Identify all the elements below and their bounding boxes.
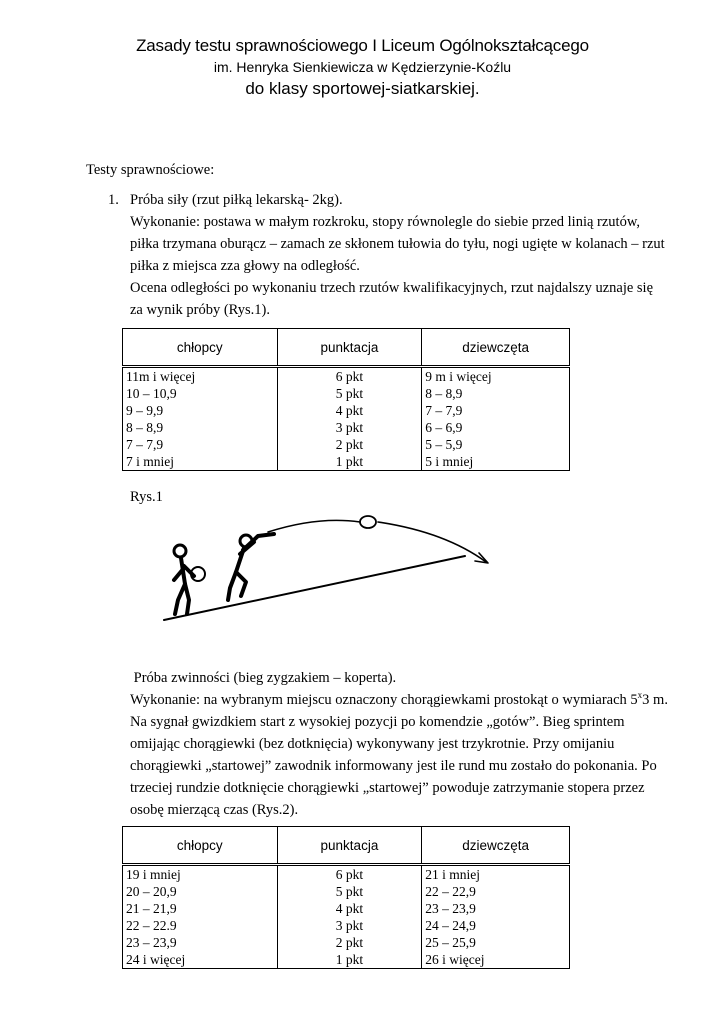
test2-line: omijając chorągiewki (bez dotknięcia) wykonywany jest trzykrotnie. Przy omijaniu [130, 736, 615, 752]
boys-cell: 21 – 21,9 [123, 900, 278, 917]
throwing-athlete-icon [228, 534, 274, 600]
points-cell: 6 pkt [277, 865, 422, 884]
table-row [123, 934, 570, 951]
agility-score-table [122, 826, 570, 969]
test1-line: piłka z miejsca zza głowy na odległość. [130, 258, 360, 274]
title-line-2: im. Henryka Sienkiewicza w Kędzierzynie-Koźlu [213, 59, 512, 75]
test1-line: Wykonanie: postawa w małym rozkroku, stopy równolegle do siebie przed linią rzutów, [130, 214, 640, 230]
table-row [123, 436, 570, 453]
table-row [123, 900, 570, 917]
boys-cell: 23 – 23,9 [123, 934, 278, 951]
boys-cell: 7 – 7,9 [123, 436, 278, 453]
boys-cell: 22 – 22.9 [123, 917, 278, 934]
test2-description [130, 667, 668, 821]
girls-cell: 7 – 7,9 [422, 402, 570, 419]
test1-number: 1. [108, 192, 119, 208]
girls-cell: 9 m i więcej [422, 367, 570, 386]
table-header-row [123, 329, 570, 367]
dimension-tail: 3 m. [642, 692, 668, 708]
girls-cell: 26 i więcej [422, 951, 570, 969]
points-cell: 2 pkt [277, 934, 422, 951]
points-cell: 6 pkt [277, 367, 422, 386]
boys-cell: 19 i mniej [123, 865, 278, 884]
points-cell: 3 pkt [277, 917, 422, 934]
boys-cell: 8 – 8,9 [123, 419, 278, 436]
table-row [123, 402, 570, 419]
test1-line: Próba siły (rzut piłką lekarską- 2kg). [130, 192, 343, 208]
points-cell: 3 pkt [277, 419, 422, 436]
points-cell: 4 pkt [277, 402, 422, 419]
boys-cell: 7 i mniej [123, 453, 278, 471]
girls-cell: 5 – 5,9 [422, 436, 570, 453]
test2-line-dimensions [130, 689, 668, 711]
girls-cell: 23 – 23,9 [422, 900, 570, 917]
girls-cell: 8 – 8,9 [422, 385, 570, 402]
header-boys: chłopcy [123, 329, 278, 367]
table-row [123, 917, 570, 934]
ball-in-flight-icon [360, 516, 376, 528]
girls-cell: 24 – 24,9 [422, 917, 570, 934]
header-girls: dziewczęta [422, 827, 570, 865]
header-points: punktacja [277, 329, 422, 367]
throw-trajectory-continued [378, 522, 486, 562]
points-cell: 2 pkt [277, 436, 422, 453]
points-cell: 5 pkt [277, 883, 422, 900]
test2-line: chorągiewki „startowej” zawodnik informowany jest ile rund mu zostało do pokonania. Po [130, 758, 657, 774]
figure-1-label: Rys.1 [130, 489, 163, 505]
boys-cell: 20 – 20,9 [123, 883, 278, 900]
test2-line: Na sygnał gwizdkiem start z wysokiej pozycji po komendzie „gotów”. Bieg sprintem [130, 714, 625, 730]
girls-cell: 21 i mniej [422, 865, 570, 884]
points-cell: 1 pkt [277, 453, 422, 471]
table-row [123, 883, 570, 900]
intro-text: Testy sprawnościowe: [86, 162, 215, 178]
standing-athlete-icon [174, 545, 194, 614]
points-cell: 5 pkt [277, 385, 422, 402]
test1-line: piłka trzymana oburącz – zamach ze skłonem tułowia do tyłu, nogi ugięte w kolanach – rzut [130, 236, 665, 252]
test1-line: Ocena odległości po wykonaniu trzech rzutów kwalifikacyjnych, rzut najdalszy uznaje się [130, 280, 654, 296]
girls-cell: 5 i mniej [422, 453, 570, 471]
table-row [123, 385, 570, 402]
throw-trajectory [268, 520, 360, 532]
points-cell: 4 pkt [277, 900, 422, 917]
figure-1-illustration [150, 510, 500, 625]
table-row [123, 951, 570, 969]
girls-cell: 22 – 22,9 [422, 883, 570, 900]
table-row [123, 367, 570, 386]
title-line-3: do klasy sportowej-siatkarskiej. [245, 79, 480, 98]
test2-line: trzeciej rundzie dotknięcie chorągiewki „startowej” powoduje zatrzymanie stopera przez [130, 780, 645, 796]
table-row [123, 865, 570, 884]
boys-cell: 10 – 10,9 [123, 385, 278, 402]
table-row [123, 453, 570, 471]
header-girls: dziewczęta [422, 329, 570, 367]
points-cell: 1 pkt [277, 951, 422, 969]
boys-cell: 24 i więcej [123, 951, 278, 969]
table-row [123, 419, 570, 436]
header-boys: chłopcy [123, 827, 278, 865]
test1-line: za wynik próby (Rys.1). [130, 302, 270, 318]
test2-line: Próba zwinności (bieg zygzakiem – koperta). [130, 670, 397, 686]
title-line-1: Zasady testu sprawnościowego I Liceum Ogólnokształcącego [136, 36, 589, 55]
girls-cell: 25 – 25,9 [422, 934, 570, 951]
boys-cell: 11m i więcej [123, 367, 278, 386]
test2-line: osobę mierzącą czas (Rys.2). [130, 802, 299, 818]
girls-cell: 6 – 6,9 [422, 419, 570, 436]
dimension-multiplier: x [637, 690, 643, 701]
boys-cell: 9 – 9,9 [123, 402, 278, 419]
strength-score-table [122, 328, 570, 471]
table-header-row [123, 827, 570, 865]
test1-description [130, 189, 665, 321]
header-points: punktacja [277, 827, 422, 865]
test2-line: Wykonanie: na wybranym miejscu oznaczony chorągiewkami prostokąt o wymiarach 5 [130, 692, 638, 708]
ground-line [164, 556, 465, 620]
